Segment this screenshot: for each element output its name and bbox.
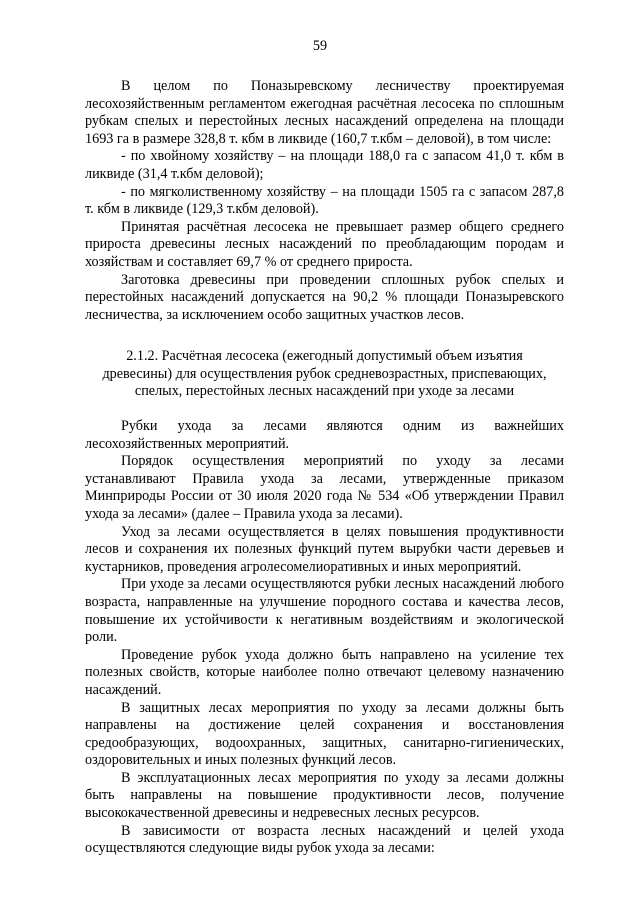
paragraph-care-direction: Проведение рубок ухода должно быть направлено на усиление тех полезных свойств, которые наиболее полно отвечают целевому назначению насаждений. <box>85 646 564 698</box>
section-annual-cut <box>85 78 564 324</box>
paragraph-protective-forests: В защитных лесах мероприятия по уходу за лесами должны быть направлены на достижение целей сохранения и восстановления средообразующих, водоохранных, защитных, санитарно-гигиенических, оздоровительных и иных полезных функций лесов. <box>85 699 564 769</box>
paragraph-care-rules: Порядок осуществления мероприятий по уходу за лесами устанавливают Правила ухода за лесами, утвержденные приказом Минприроды России от 30 июля 2020 года № 534 «Об утверждении Правил ухода за лесами» (далее – Правила ухода за лесами). <box>85 453 564 522</box>
section-heading <box>85 348 564 401</box>
paragraph-care-purpose: Уход за лесами осуществляется в целях повышения продуктивности лесов и сохранения их полезных функций путем вырубки части деревьев и кустарников, проведения агролесомелиоративных и иных мероприятий. <box>85 523 564 575</box>
page-number: 59 <box>312 38 328 54</box>
heading-line-2: древесины) для осуществления рубок средневозрастных, приспевающих, <box>102 365 547 382</box>
paragraph-softwood: - по мягколиственному хозяйству – на площади 1505 га с запасом 287,8 т. кбм в ликвиде (129,3 т.кбм деловой). <box>85 183 564 218</box>
heading-line-1: 2.1.2. Расчётная лесосека (ежегодный допустимый объем изъятия <box>126 348 523 364</box>
paragraph-growth: Принятая расчётная лесосека не превышает размер общего среднего прироста древесины лесных насаждений по преобладающим породам и хозяйствам и составляет 69,7 % от среднего прироста. <box>85 218 564 270</box>
paragraph-cutting-types: В зависимости от возраста лесных насаждений и целей ухода осуществляются следующие виды рубок ухода за лесами: <box>85 822 564 857</box>
section-forest-care <box>85 418 564 858</box>
paragraph-overall-cut: В целом по Поназыревскому лесничеству проектируемая лесохозяйственным регламентом ежегодная расчётная лесосека по сплошным рубкам спелых и перестойных лесных насаждений определена на площади 1693 га в размере 328,8 т. кбм в ликвиде (160,7 т.кбм – деловой), в том числе: <box>85 78 564 147</box>
paragraph-harvest: Заготовка древесины при проведении сплошных рубок спелых и перестойных насаждений допускается на 90,2 % площади Поназыревского лесничества, за исключением особо защитных участков лесов. <box>85 271 564 323</box>
paragraph-coniferous: - по хвойному хозяйству – на площади 188,0 га с запасом 41,0 т. кбм в ликвиде (31,4 т.кбм деловой); <box>85 148 564 182</box>
heading-line-3: спелых, перестойных лесных насаждений при уходе за лесами <box>134 383 515 400</box>
paragraph-care-importance: Рубки ухода за лесами являются одним из важнейших лесохозяйственных мероприятий. <box>85 418 564 452</box>
paragraph-exploitation-forests: В эксплуатационных лесах мероприятия по уходу за лесами должны быть направлены на повышение продуктивности лесов, получение высококачественной древесины и недревесных лесных ресурсов. <box>85 769 564 822</box>
paragraph-care-cuttings: При уходе за лесами осуществляются рубки лесных насаждений любого возраста, направленные на улучшение породного состава и качества лесов, повышение их устойчивости к негативным воздействиям и экологической роли. <box>85 576 564 646</box>
